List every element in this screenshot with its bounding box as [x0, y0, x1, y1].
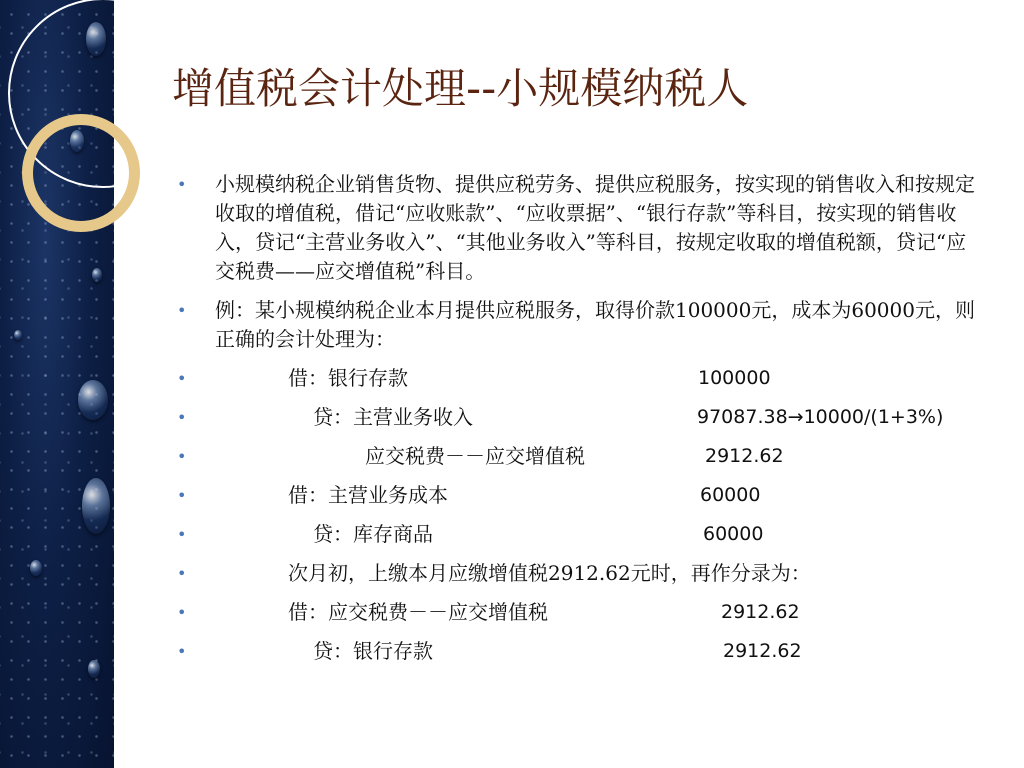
entry-row — [175, 481, 985, 510]
entry-label: 借：银行存款 — [288, 366, 408, 390]
entry-amount: 2912.62 — [723, 640, 802, 662]
paragraph-text: 小规模纳税企业销售货物、提供应税劳务、提供应税服务，按实现的销售收入和按规定收取的增值税，借记“应收账款”、“应收票据”、“银行存款”等科目，按实现的销售收入，贷记“主营业务收入”、“其他业务收入”等科目，按规定收取的增值税额，贷记“应交税费——应交增值税”科目。 — [215, 172, 975, 283]
entry-amount: 60000 — [700, 484, 761, 506]
bullet-dot: • — [177, 603, 187, 622]
bullet-paragraph-2 — [175, 296, 985, 354]
entry-row — [175, 559, 985, 588]
entry-amount: 2912.62 — [705, 445, 784, 467]
entry-row — [175, 598, 985, 627]
entry-amount: 100000 — [698, 367, 771, 389]
entry-row — [175, 520, 985, 549]
water-drop-5 — [82, 478, 110, 534]
entry-label: 借：主营业务成本 — [288, 483, 448, 507]
bullet-dot: • — [177, 564, 187, 583]
bullet-dot: • — [177, 447, 187, 466]
entry-label: 贷：主营业务收入 — [313, 405, 473, 429]
entry-label: 应交税费－－应交增值税 — [365, 444, 585, 468]
entry-label: 贷：库存商品 — [313, 522, 433, 546]
water-drop-8 — [14, 330, 22, 340]
water-drop-6 — [30, 560, 42, 576]
water-drop-4 — [78, 380, 108, 420]
entry-label: 贷：银行存款 — [313, 639, 433, 663]
bullet-dot: • — [177, 486, 187, 505]
water-drop-3 — [92, 268, 102, 282]
bullet-dot: • — [177, 301, 187, 320]
water-drop-7 — [88, 660, 100, 678]
entry-row — [175, 403, 985, 432]
bullet-dot: • — [177, 408, 187, 427]
entry-amount: 60000 — [703, 523, 764, 545]
decorative-gold-ring — [22, 114, 140, 232]
slide-content — [175, 170, 985, 676]
entry-amount: 97087.38→10000/(1+3%) — [697, 406, 944, 428]
entry-label: 借：应交税费－－应交增值税 — [288, 600, 548, 624]
entry-row — [175, 637, 985, 666]
entry-amount: 2912.62 — [721, 601, 800, 623]
bullet-paragraph-1 — [175, 170, 985, 286]
bullet-dot: • — [177, 369, 187, 388]
slide-title: 增值税会计处理--小规模纳税人 — [172, 64, 749, 113]
entry-row — [175, 442, 985, 471]
entry-row — [175, 364, 985, 393]
entry-label: 次月初，上缴本月应缴增值税2912.62元时，再作分录为： — [288, 561, 811, 585]
bullet-dot: • — [177, 642, 187, 661]
paragraph-text: 例：某小规模纳税企业本月提供应税服务，取得价款100000元，成本为60000元，则正确的会计处理为： — [215, 298, 975, 351]
bullet-dot: • — [177, 175, 187, 194]
bullet-dot: • — [177, 525, 187, 544]
